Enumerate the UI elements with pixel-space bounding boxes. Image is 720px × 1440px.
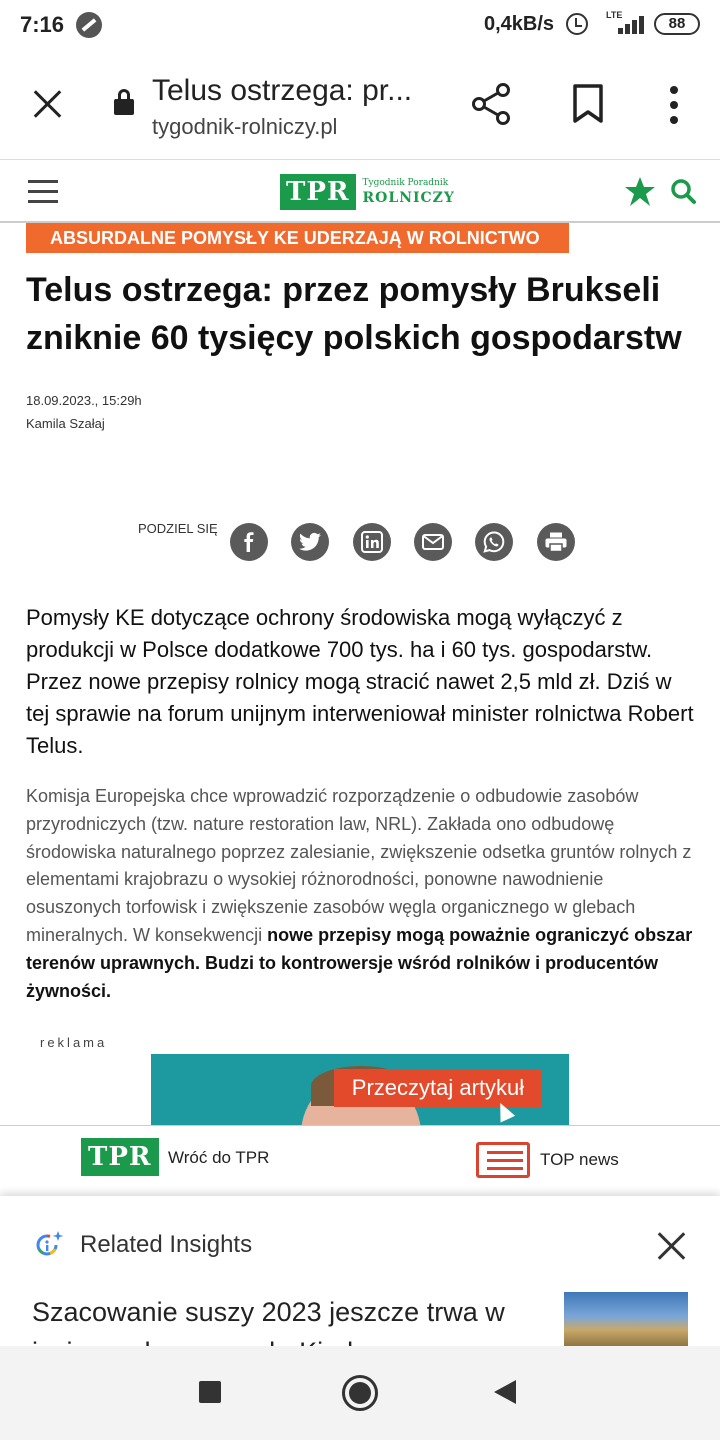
- recents-icon[interactable]: [199, 1381, 221, 1403]
- logo-abbr: TPR: [280, 174, 356, 210]
- twitter-icon: [299, 532, 321, 552]
- ad-label: reklama: [40, 1035, 108, 1050]
- home-icon[interactable]: [342, 1375, 378, 1411]
- share-linkedin-button[interactable]: [353, 523, 391, 561]
- article-body-bold: nowe przepisy mogą poważnie ograniczyć obszar terenów uprawnych. Budzi to kontrowersje wśród rolników i producentów żywności.: [26, 924, 693, 1001]
- newspaper-icon[interactable]: [476, 1142, 530, 1178]
- insights-icon: [34, 1230, 64, 1260]
- back-to-tpr-link[interactable]: Wróć do TPR: [168, 1148, 270, 1167]
- linkedin-icon: [362, 532, 382, 552]
- site-header: [0, 161, 720, 223]
- share-whatsapp-button[interactable]: [475, 523, 513, 561]
- network-type: LTE: [606, 10, 623, 20]
- browser-toolbar: [0, 50, 720, 160]
- hamburger-menu-icon[interactable]: [28, 180, 58, 204]
- top-news-link[interactable]: TOP news: [540, 1150, 619, 1169]
- alarm-icon: [566, 13, 588, 35]
- ad-banner[interactable]: [151, 1054, 569, 1126]
- category-label[interactable]: ABSURDALNE POMYSŁY KE UDERZAJĄ W ROLNICTWO: [26, 223, 569, 253]
- article-body: [26, 783, 698, 1005]
- status-time: 7:16: [20, 12, 65, 37]
- back-icon[interactable]: [494, 1380, 516, 1404]
- star-icon[interactable]: [624, 176, 656, 208]
- site-logo[interactable]: [280, 174, 455, 210]
- print-button[interactable]: [537, 523, 575, 561]
- close-tab-icon[interactable]: [30, 86, 66, 122]
- article-title: Telus ostrzega: przez pomysły Brukseli zniknie 60 tysięcy polskich gospodarstw: [26, 271, 682, 357]
- share-label: PODZIEL SIĘ: [138, 521, 218, 536]
- search-icon[interactable]: [670, 178, 696, 204]
- lock-icon[interactable]: [114, 96, 134, 116]
- site-bottom-nav: [0, 1125, 720, 1195]
- page-url[interactable]: tygodnik-rolniczy.pl: [152, 114, 338, 139]
- insights-title: Related Insights: [80, 1231, 253, 1258]
- page-title[interactable]: Telus ostrzega: pr...: [152, 74, 413, 107]
- article-author[interactable]: Kamila Szałaj: [26, 416, 105, 431]
- insights-article-thumbnail[interactable]: [564, 1292, 688, 1346]
- email-icon: [422, 534, 444, 550]
- share-icon[interactable]: [470, 82, 514, 126]
- article-lead: Pomysły KE dotyczące ochrony środowiska mogą wyłączyć z produkcji w Polsce dodatkowe 700 tys. ha i 60 tys. gospodarstw. Przez nowe przepisy rolnicy mogą stracić nawet 2,5 mld zł. Dziś w tej sprawie na forum unijnym interweniował minister rolnictwa Robert Telus.: [26, 605, 694, 758]
- insights-article-title[interactable]: Szacowanie suszy 2023 jeszcze trwa w: [32, 1297, 505, 1327]
- ad-cta-button[interactable]: Przeczytaj artykuł: [334, 1069, 542, 1107]
- overflow-menu-icon[interactable]: [664, 86, 684, 126]
- whatsapp-icon: [483, 531, 505, 553]
- facebook-icon: [239, 532, 259, 552]
- signal-icon: [604, 16, 644, 34]
- do-not-disturb-icon: [76, 12, 102, 38]
- share-twitter-button[interactable]: [291, 523, 329, 561]
- network-speed: 0,4kB/s: [484, 13, 555, 35]
- close-insights-icon[interactable]: [656, 1230, 688, 1262]
- system-navigation-bar: [0, 1346, 720, 1440]
- logo-name: ROLNICZY: [362, 190, 455, 206]
- bottom-nav-logo[interactable]: TPR: [81, 1138, 159, 1176]
- share-email-button[interactable]: [414, 523, 452, 561]
- status-bar: [0, 0, 720, 50]
- share-facebook-button[interactable]: [230, 523, 268, 561]
- logo-subtitle: Tygodnik Poradnik: [362, 178, 449, 188]
- article-body-text: Komisja Europejska chce wprowadzić rozporządzenie o odbudowie zasobów przyrodniczych (tzw. nature restoration law, NRL). Zakłada ono odbudowę środowiska naturalnego poprzez zalesianie, zwiększenie odsetka gruntów rolnych z elementami krajobrazu o wysokiej różnorodności, ponowne nawodnienie osuszonych torfowisk i zwiększenie zasobów węgla organicznego w glebach mineralnych. W konsekwencji: [26, 786, 692, 945]
- bookmark-icon[interactable]: [572, 84, 604, 124]
- related-insights-sheet: [0, 1196, 720, 1346]
- print-icon: [545, 532, 567, 552]
- article-date: 18.09.2023., 15:29h: [26, 393, 142, 408]
- battery-level: 88: [654, 13, 700, 35]
